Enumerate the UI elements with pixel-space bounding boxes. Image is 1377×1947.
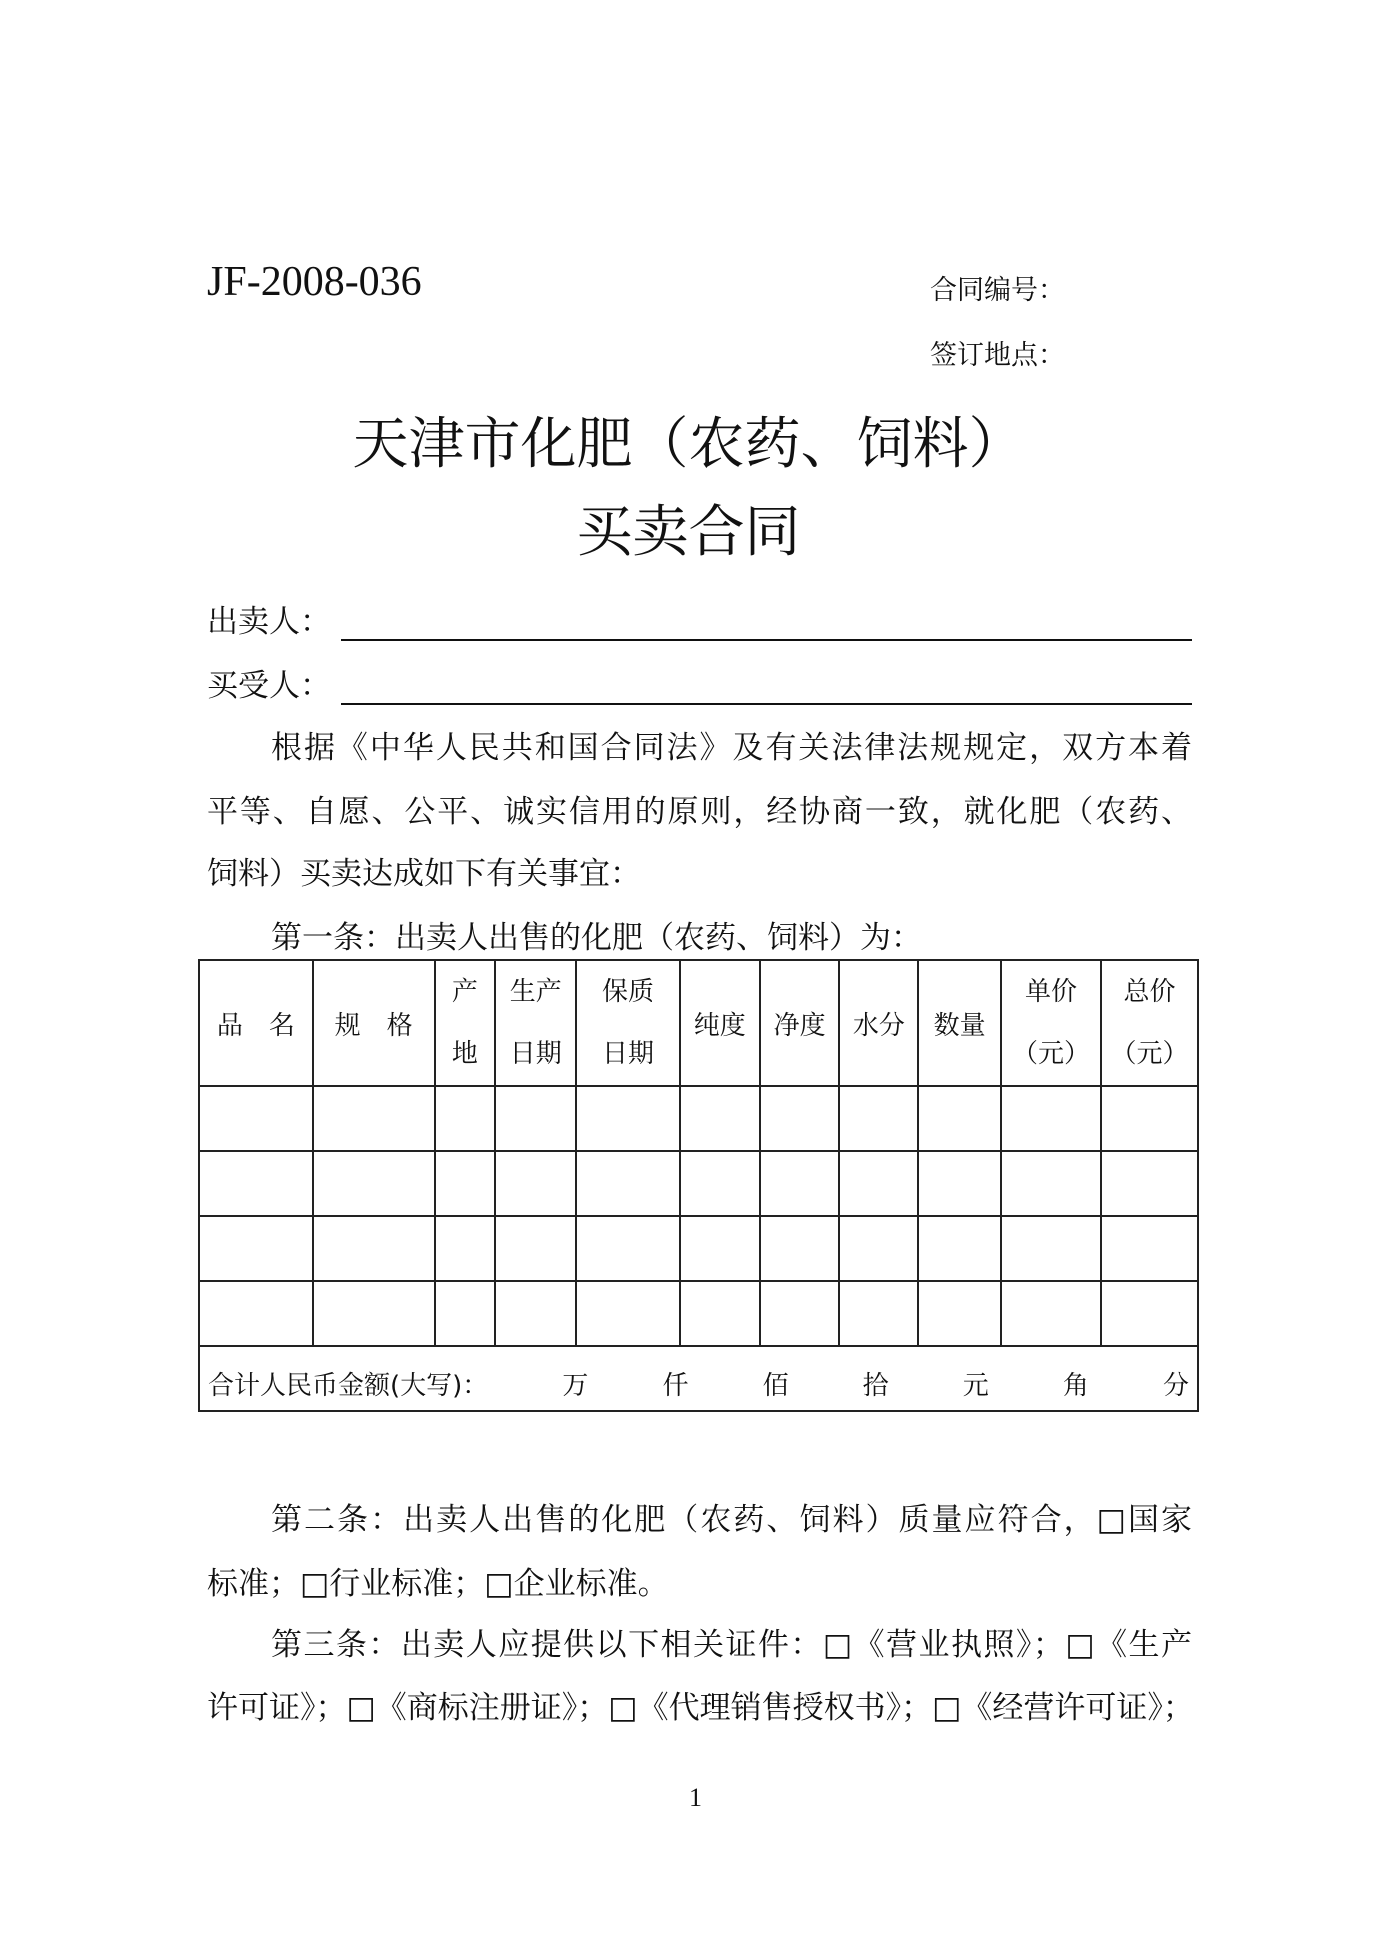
table-cell[interactable] <box>680 1216 760 1281</box>
buyer-field[interactable] <box>207 660 1192 705</box>
intro-line: 平等、自愿、公平、诚实信用的原则，经协商一致，就化肥（农药、 <box>207 794 1192 830</box>
table-cell[interactable] <box>918 1216 1001 1281</box>
buyer-label: 买受人： <box>207 668 331 704</box>
table-cell[interactable] <box>576 1281 680 1346</box>
column-header-text: 产 <box>451 977 478 1007</box>
table-cell[interactable] <box>495 1216 576 1281</box>
buyer-blank[interactable] <box>341 673 1192 705</box>
column-header-text: 纯度 <box>693 1010 746 1041</box>
table-cell[interactable] <box>1101 1281 1198 1346</box>
intro-line: 根据《中华人民共和国合同法》及有关法律法规规定，双方本着 <box>271 730 1192 766</box>
table-cell[interactable] <box>1001 1151 1101 1216</box>
column-header <box>839 960 918 1086</box>
column-header-text: （元） <box>1012 1039 1091 1069</box>
table-cell[interactable] <box>918 1086 1001 1151</box>
table-cell[interactable] <box>839 1216 918 1281</box>
intro-line: 饲料）买卖达成如下有关事宜： <box>207 856 641 892</box>
product-table <box>198 959 1199 1412</box>
table-cell[interactable] <box>1001 1281 1101 1346</box>
table-cell[interactable] <box>313 1151 435 1216</box>
table-cell[interactable] <box>918 1151 1001 1216</box>
column-header-text: 水分 <box>852 1010 905 1041</box>
table-cell[interactable] <box>760 1216 840 1281</box>
article-2: 标准；□行业标准；□企业标准。 <box>207 1566 669 1602</box>
amount-unit: 角 <box>1062 1371 1089 1401</box>
table-header-row <box>199 960 1198 1086</box>
table-cell[interactable] <box>1101 1086 1198 1151</box>
total-label: 合计人民币金额(大写)： <box>208 1371 489 1401</box>
table-cell[interactable] <box>1001 1216 1101 1281</box>
article-1: 第一条：出卖人出售的化肥（农药、饲料）为： <box>271 920 922 956</box>
column-header <box>313 960 435 1086</box>
column-header-text: 生产 <box>509 977 562 1007</box>
contract-number-label: 合同编号： <box>930 275 1065 306</box>
table-cell[interactable] <box>435 1281 496 1346</box>
column-header-text: 单价 <box>1025 977 1078 1007</box>
table-row <box>199 1216 1198 1281</box>
table-cell[interactable] <box>199 1281 313 1346</box>
table-cell[interactable] <box>680 1151 760 1216</box>
column-header-text: 净度 <box>773 1010 826 1041</box>
column-header-text: 品 名 <box>216 1010 295 1041</box>
page-number: 1 <box>689 1783 702 1812</box>
title-line2: 买卖合同 <box>576 500 801 565</box>
column-header <box>199 960 313 1086</box>
column-header <box>435 960 496 1086</box>
column-header <box>918 960 1001 1086</box>
table-cell[interactable] <box>313 1216 435 1281</box>
amount-unit: 万 <box>562 1371 589 1401</box>
table-cell[interactable] <box>576 1151 680 1216</box>
table-cell[interactable] <box>435 1151 496 1216</box>
table-cell[interactable] <box>313 1086 435 1151</box>
table-cell[interactable] <box>839 1151 918 1216</box>
table-row <box>199 1151 1198 1216</box>
table-cell[interactable] <box>199 1086 313 1151</box>
amount-unit: 佰 <box>762 1371 789 1401</box>
column-header-text: 地 <box>451 1039 478 1069</box>
total-row <box>199 1346 1198 1411</box>
column-header <box>1101 960 1198 1086</box>
table-cell[interactable] <box>1101 1216 1198 1281</box>
column-header <box>760 960 840 1086</box>
column-header <box>495 960 576 1086</box>
table-cell[interactable] <box>1101 1151 1198 1216</box>
column-header <box>576 960 680 1086</box>
table-cell[interactable] <box>313 1281 435 1346</box>
table-cell[interactable] <box>1001 1086 1101 1151</box>
table-cell[interactable] <box>199 1216 313 1281</box>
column-header-text: 日期 <box>602 1039 655 1069</box>
seller-field[interactable] <box>207 596 1192 641</box>
column-header-text: 日期 <box>509 1039 562 1069</box>
amount-unit: 分 <box>1162 1371 1189 1401</box>
table-cell[interactable] <box>435 1216 496 1281</box>
column-header <box>680 960 760 1086</box>
table-cell[interactable] <box>576 1086 680 1151</box>
table-cell[interactable] <box>760 1086 840 1151</box>
table-cell[interactable] <box>435 1086 496 1151</box>
table-row <box>199 1086 1198 1151</box>
article-3: 许可证》；□《商标注册证》；□《代理销售授权书》；□《经营许可证》； <box>207 1690 1194 1726</box>
table-cell[interactable] <box>199 1151 313 1216</box>
column-header-text: 保质 <box>602 977 655 1007</box>
table-cell[interactable] <box>680 1086 760 1151</box>
table-row <box>199 1281 1198 1346</box>
article-3: 第三条：出卖人应提供以下相关证件：□《营业执照》；□《生产 <box>271 1627 1192 1663</box>
article-2: 第二条：出卖人出售的化肥（农药、饲料）质量应符合，□国家 <box>271 1502 1192 1538</box>
table-cell[interactable] <box>680 1281 760 1346</box>
form-code: JF-2008-036 <box>207 259 422 305</box>
column-header-text: 规 格 <box>334 1010 413 1041</box>
column-header-text: 总价 <box>1123 977 1176 1007</box>
table-cell[interactable] <box>839 1086 918 1151</box>
column-header <box>1001 960 1101 1086</box>
amount-unit: 拾 <box>862 1371 889 1401</box>
title-line1: 天津市化肥（农药、饲料） <box>352 412 1025 477</box>
amount-unit: 元 <box>962 1371 989 1401</box>
table-cell[interactable] <box>918 1281 1001 1346</box>
column-header-text: （元） <box>1110 1039 1189 1069</box>
table-cell[interactable] <box>495 1086 576 1151</box>
column-header-text: 数量 <box>933 1010 986 1041</box>
amount-unit: 仟 <box>662 1371 689 1401</box>
table-cell[interactable] <box>839 1281 918 1346</box>
table-cell[interactable] <box>760 1281 840 1346</box>
table-cell[interactable] <box>495 1281 576 1346</box>
seller-label: 出卖人： <box>207 604 331 640</box>
signing-place-label: 签订地点： <box>930 340 1065 371</box>
table-cell[interactable] <box>576 1216 680 1281</box>
table-cell[interactable] <box>760 1151 840 1216</box>
seller-blank[interactable] <box>341 609 1192 641</box>
table-cell[interactable] <box>495 1151 576 1216</box>
